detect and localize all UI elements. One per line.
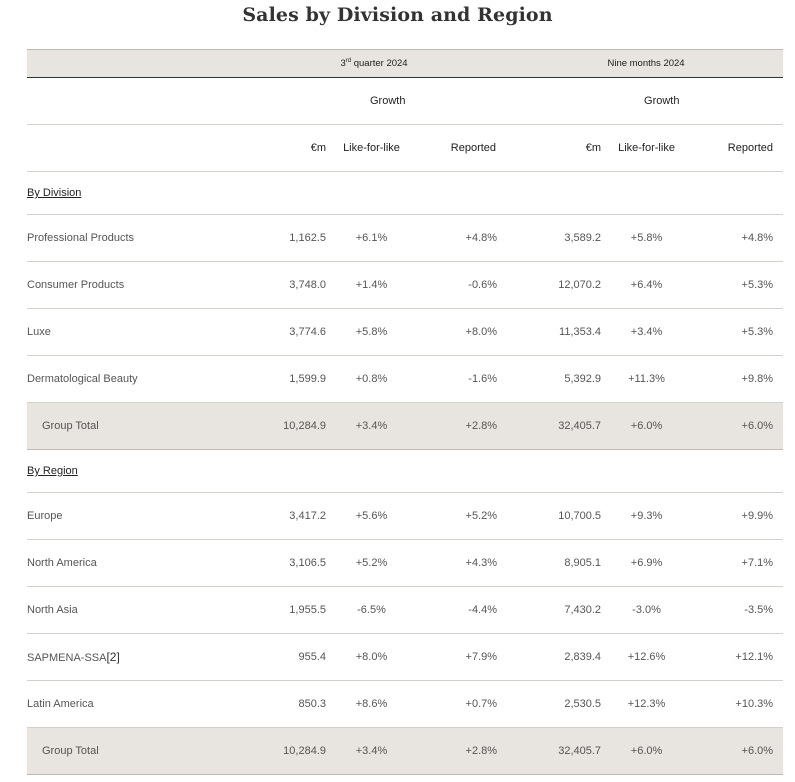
empty-cell [27,78,239,125]
row-label: Professional Products [27,215,239,262]
q3-reported-cell: -4.4% [417,587,509,634]
nm-sales-cell: 32,405.7 [509,728,601,775]
q3-growth-label: Growth [326,78,509,125]
col-nm-lfl: Like-for-like [601,125,692,172]
nm-sales-cell: 8,905.1 [509,540,601,587]
row-label: Consumer Products [27,262,239,309]
nm-reported-cell: +4.8% [692,215,783,262]
table-row [27,215,783,262]
nm-reported-cell: +6.0% [692,728,783,775]
nm-lfl-cell: +3.4% [601,309,692,356]
q3-lfl-cell: +5.6% [326,493,417,540]
col-q3-reported: Reported [417,125,509,172]
nm-sales-cell: 3,589.2 [509,215,601,262]
q3-lfl-cell: -6.5% [326,587,417,634]
table-row [27,262,783,309]
nm-sales-cell: 11,353.4 [509,309,601,356]
table-row [27,587,783,634]
nm-sales-cell: 32,405.7 [509,403,601,450]
nm-reported-cell: +5.3% [692,262,783,309]
growth-header-row [27,78,783,125]
row-label: North Asia [27,587,239,634]
q3-reported-cell: +4.8% [417,215,509,262]
nm-sales-cell: 7,430.2 [509,587,601,634]
q3-lfl-cell: +8.6% [326,681,417,728]
nm-lfl-cell: -3.0% [601,587,692,634]
nine-months-period-label: Nine months 2024 [509,50,783,78]
empty-cell [27,50,239,78]
nm-growth-label: Growth [601,78,783,125]
q3-period-label: 3rd quarter 2024 [239,50,509,78]
table-row [27,540,783,587]
col-q3-sales: €m [239,125,326,172]
row-label: Latin America [27,681,239,728]
row-label: Dermatological Beauty [27,356,239,403]
q3-sales-cell: 1,162.5 [239,215,326,262]
footnote-ref: [2] [106,650,120,664]
nm-sales-cell: 10,700.5 [509,493,601,540]
q3-sales-cell: 10,284.9 [239,403,326,450]
nm-reported-cell: +9.8% [692,356,783,403]
q3-reported-cell: +7.9% [417,634,509,681]
page-title: Sales by Division and Region [242,4,553,26]
q3-reported-cell: -1.6% [417,356,509,403]
section-label: By Division [27,187,82,199]
nm-reported-cell: +5.3% [692,309,783,356]
table-row [27,356,783,403]
q3-reported-cell: +0.7% [417,681,509,728]
nm-reported-cell: +12.1% [692,634,783,681]
nm-lfl-cell: +6.9% [601,540,692,587]
nm-sales-cell: 2,530.5 [509,681,601,728]
row-label: Group Total [27,403,239,450]
nm-lfl-cell: +11.3% [601,356,692,403]
q3-sales-cell: 10,284.9 [239,728,326,775]
nm-lfl-cell: +6.0% [601,403,692,450]
q3-lfl-cell: +6.1% [326,215,417,262]
q3-sales-cell: 1,955.5 [239,587,326,634]
q3-reported-cell: +5.2% [417,493,509,540]
section-row-division [27,172,783,215]
q3-sales-cell: 3,417.2 [239,493,326,540]
q3-reported-cell: -0.6% [417,262,509,309]
nm-lfl-cell: +6.0% [601,728,692,775]
nm-lfl-cell: +6.4% [601,262,692,309]
nm-sales-cell: 12,070.2 [509,262,601,309]
nm-reported-cell: +7.1% [692,540,783,587]
group-total-row [27,403,783,450]
nm-lfl-cell: +12.3% [601,681,692,728]
nm-reported-cell: +6.0% [692,403,783,450]
q3-lfl-cell: +5.8% [326,309,417,356]
nm-lfl-cell: +9.3% [601,493,692,540]
column-header-row [27,125,783,172]
q3-lfl-cell: +3.4% [326,728,417,775]
table-row [27,634,783,681]
nm-sales-cell: 2,839.4 [509,634,601,681]
q3-lfl-cell: +3.4% [326,403,417,450]
row-label: Group Total [27,728,239,775]
section-label: By Region [27,465,78,477]
nm-lfl-cell: +5.8% [601,215,692,262]
q3-lfl-cell: +0.8% [326,356,417,403]
q3-sales-cell: 850.3 [239,681,326,728]
nm-reported-cell: -3.5% [692,587,783,634]
table-row [27,493,783,540]
row-label: SAPMENA-SSA[2] [27,634,239,681]
sales-table [27,49,783,775]
q3-sales-cell: 1,599.9 [239,356,326,403]
table-row [27,309,783,356]
group-total-row [27,728,783,775]
section-row-region [27,450,783,493]
q3-reported-cell: +8.0% [417,309,509,356]
q3-reported-cell: +2.8% [417,403,509,450]
nm-lfl-cell: +12.6% [601,634,692,681]
q3-lfl-cell: +8.0% [326,634,417,681]
q3-sales-cell: 3,748.0 [239,262,326,309]
col-nm-sales: €m [509,125,601,172]
q3-lfl-cell: +5.2% [326,540,417,587]
q3-reported-cell: +4.3% [417,540,509,587]
nm-sales-cell: 5,392.9 [509,356,601,403]
nm-reported-cell: +10.3% [692,681,783,728]
row-label: North America [27,540,239,587]
q3-sales-cell: 3,774.6 [239,309,326,356]
row-label: Europe [27,493,239,540]
col-q3-lfl: Like-for-like [326,125,417,172]
q3-sales-cell: 955.4 [239,634,326,681]
nm-reported-cell: +9.9% [692,493,783,540]
table-row [27,681,783,728]
period-header-row [27,50,783,78]
col-nm-reported: Reported [692,125,783,172]
q3-lfl-cell: +1.4% [326,262,417,309]
q3-sales-cell: 3,106.5 [239,540,326,587]
row-label: Luxe [27,309,239,356]
q3-reported-cell: +2.8% [417,728,509,775]
